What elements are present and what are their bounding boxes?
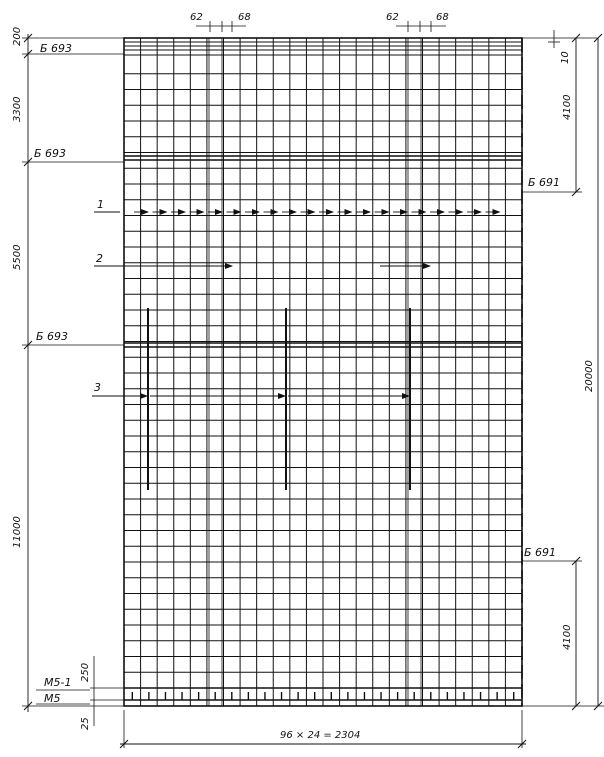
- top-dimensions: [190, 12, 449, 32]
- left-dimension-chain: [12, 27, 124, 712]
- beam-label-top: Б 693: [40, 42, 73, 55]
- top-dim-left-a: 62: [190, 12, 203, 23]
- right-dim-4100-top: 4100: [562, 94, 573, 120]
- callout-3-number: 3: [94, 381, 101, 394]
- right-dimension-chain: [522, 30, 604, 710]
- beam-label-lower: Б 693: [36, 330, 69, 343]
- callout-1-number: 1: [97, 198, 104, 211]
- mark-label-m5: М5: [44, 692, 61, 705]
- left-dim-3300: 3300: [12, 96, 23, 122]
- callout-2-number: 2: [96, 252, 103, 265]
- left-beam-labels: [34, 42, 72, 343]
- beam-label-right-bottom: Б 691: [524, 546, 557, 559]
- bottom-dim-25: 25: [80, 717, 91, 730]
- callouts: [92, 198, 500, 396]
- top-dim-left-b: 68: [238, 12, 251, 23]
- mesh-vertical-bars: [141, 38, 506, 706]
- bottom-dimension: [120, 710, 526, 748]
- mark-label-m5-1: М5-1: [44, 676, 72, 689]
- top-dim-right-b: 68: [436, 12, 449, 23]
- bottom-dim-total: 96 × 24 = 2304: [280, 730, 361, 741]
- beam-label-right-top: Б 691: [528, 176, 561, 189]
- left-dim-5500: 5500: [12, 244, 23, 270]
- right-dim-10: 10: [560, 51, 571, 64]
- bottom-dim-250: 250: [80, 662, 91, 682]
- beam-label-middle: Б 693: [34, 147, 67, 160]
- right-dim-4100-bottom: 4100: [562, 624, 573, 650]
- left-dim-200: 200: [12, 26, 23, 46]
- top-dim-right-a: 62: [386, 12, 399, 23]
- mesh-grid: [124, 38, 522, 706]
- right-dim-20000: 20000: [584, 360, 595, 392]
- bottom-left-labels: [36, 656, 124, 730]
- left-dim-11000: 11000: [12, 516, 23, 548]
